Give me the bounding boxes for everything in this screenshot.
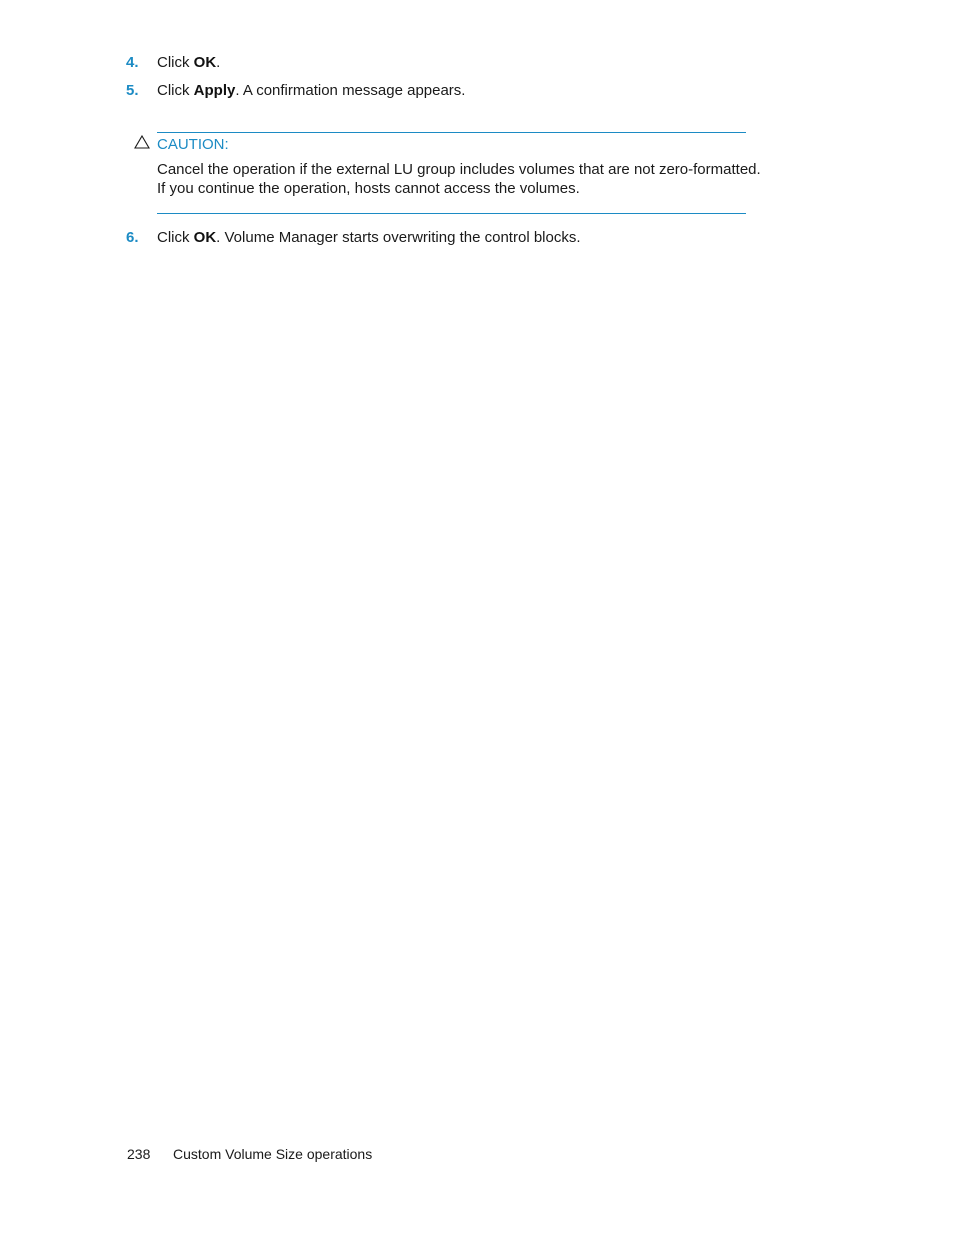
step-prefix: Click: [157, 229, 194, 246]
step-text: [157, 53, 220, 73]
step-bold-term: OK: [193, 229, 217, 246]
step-text: [157, 228, 581, 248]
step-suffix: . Volume Manager starts overwriting the control blocks.: [216, 229, 581, 246]
section-title: Custom Volume Size operations: [173, 1146, 373, 1162]
step-bold-term: OK: [193, 54, 217, 71]
step-bold-term: Apply: [193, 82, 236, 99]
step-suffix: .: [216, 54, 221, 71]
step-number: 4.: [126, 54, 139, 71]
step-prefix: Click: [157, 82, 194, 99]
caution-bottom-rule: [157, 213, 746, 214]
caution-top-rule: [157, 132, 746, 133]
step-text: [157, 81, 465, 101]
caution-label: CAUTION:: [157, 136, 229, 153]
caution-body: [157, 160, 761, 198]
caution-box: [132, 132, 761, 214]
step-number: 6.: [126, 229, 139, 246]
warning-triangle-icon: [134, 135, 150, 149]
step-suffix: . A confirmation message appears.: [235, 82, 466, 99]
page-number: 238: [127, 1146, 151, 1162]
caution-line-2: If you continue the operation, hosts cannot access the volumes.: [157, 180, 580, 197]
caution-line-1: Cancel the operation if the external LU group includes volumes that are not zero-formatted.: [157, 161, 761, 178]
step-number: 5.: [126, 82, 139, 99]
step-prefix: Click: [157, 54, 194, 71]
